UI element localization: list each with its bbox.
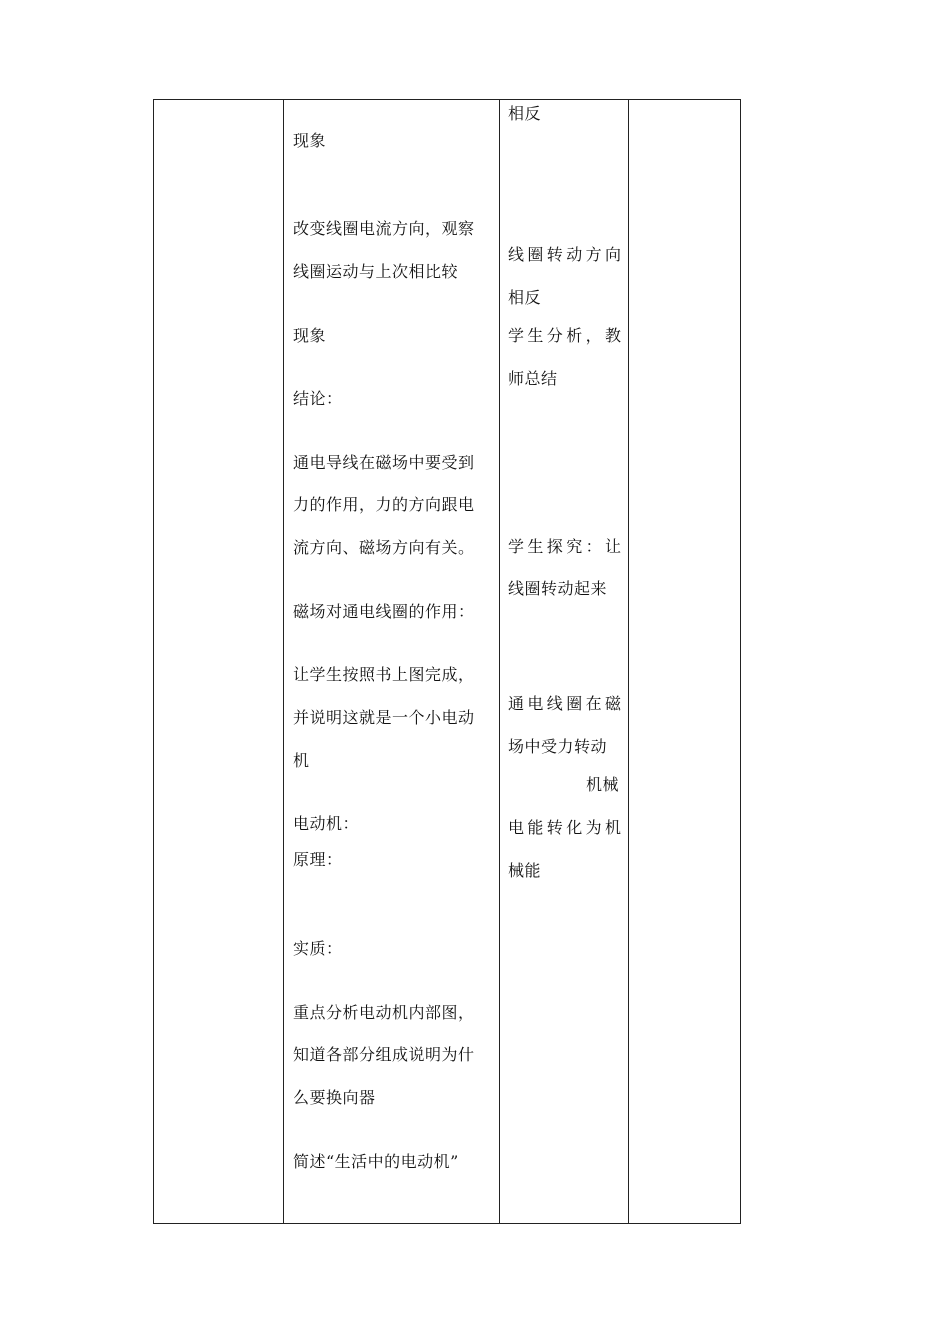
content-line: 机 (293, 751, 310, 770)
activity-line: 线圈转动起来 (508, 579, 608, 598)
content-line: 知道各部分组成说明为什 (293, 1045, 475, 1064)
content-line: 流方向、磁场方向有关。 (293, 538, 475, 557)
activity-line: 线圈转动方向 (508, 245, 625, 264)
content-line: 实质： (293, 939, 343, 958)
content-line: 磁场对通电线圈的作用： (293, 602, 475, 621)
content-line: 现象 (293, 326, 327, 345)
content-line: 通电导线在磁场中要受到 (293, 453, 475, 472)
column-divider-2 (499, 100, 500, 1223)
activity-line: 相反 (508, 104, 542, 123)
activity-line: 通电线圈在磁 (508, 694, 625, 713)
content-line: 简述“生活中的电动机” (293, 1152, 459, 1171)
content-line: 电动机： (293, 814, 360, 833)
content-line: 让学生按照书上图完成， (293, 665, 475, 684)
column-divider-1 (283, 100, 284, 1223)
content-line: 并说明这就是一个小电动 (293, 708, 475, 727)
content-line: 结论： (293, 389, 343, 408)
activity-line: 师总结 (508, 369, 558, 388)
content-line: 原理： (293, 850, 343, 869)
activity-line: 电能转化为机 (508, 818, 625, 837)
content-line: 线圈运动与上次相比较 (293, 262, 459, 281)
activity-line: 械能 (508, 861, 542, 880)
content-line: 现象 (293, 131, 327, 150)
content-line: 改变线圈电流方向，观察 (293, 219, 475, 238)
activity-line: 机械 (586, 775, 620, 794)
content-line: 重点分析电动机内部图， (293, 1003, 475, 1022)
lesson-plan-table (153, 99, 741, 1224)
content-line: 力的作用，力的方向跟电 (293, 495, 475, 514)
activity-line: 场中受力转动 (508, 737, 608, 756)
content-line: 么要换向器 (293, 1088, 376, 1107)
column-divider-3 (628, 100, 629, 1223)
activity-line: 学生探究：让 (508, 537, 625, 556)
activity-line: 学生分析，教 (508, 326, 625, 345)
activity-line: 相反 (508, 288, 542, 307)
